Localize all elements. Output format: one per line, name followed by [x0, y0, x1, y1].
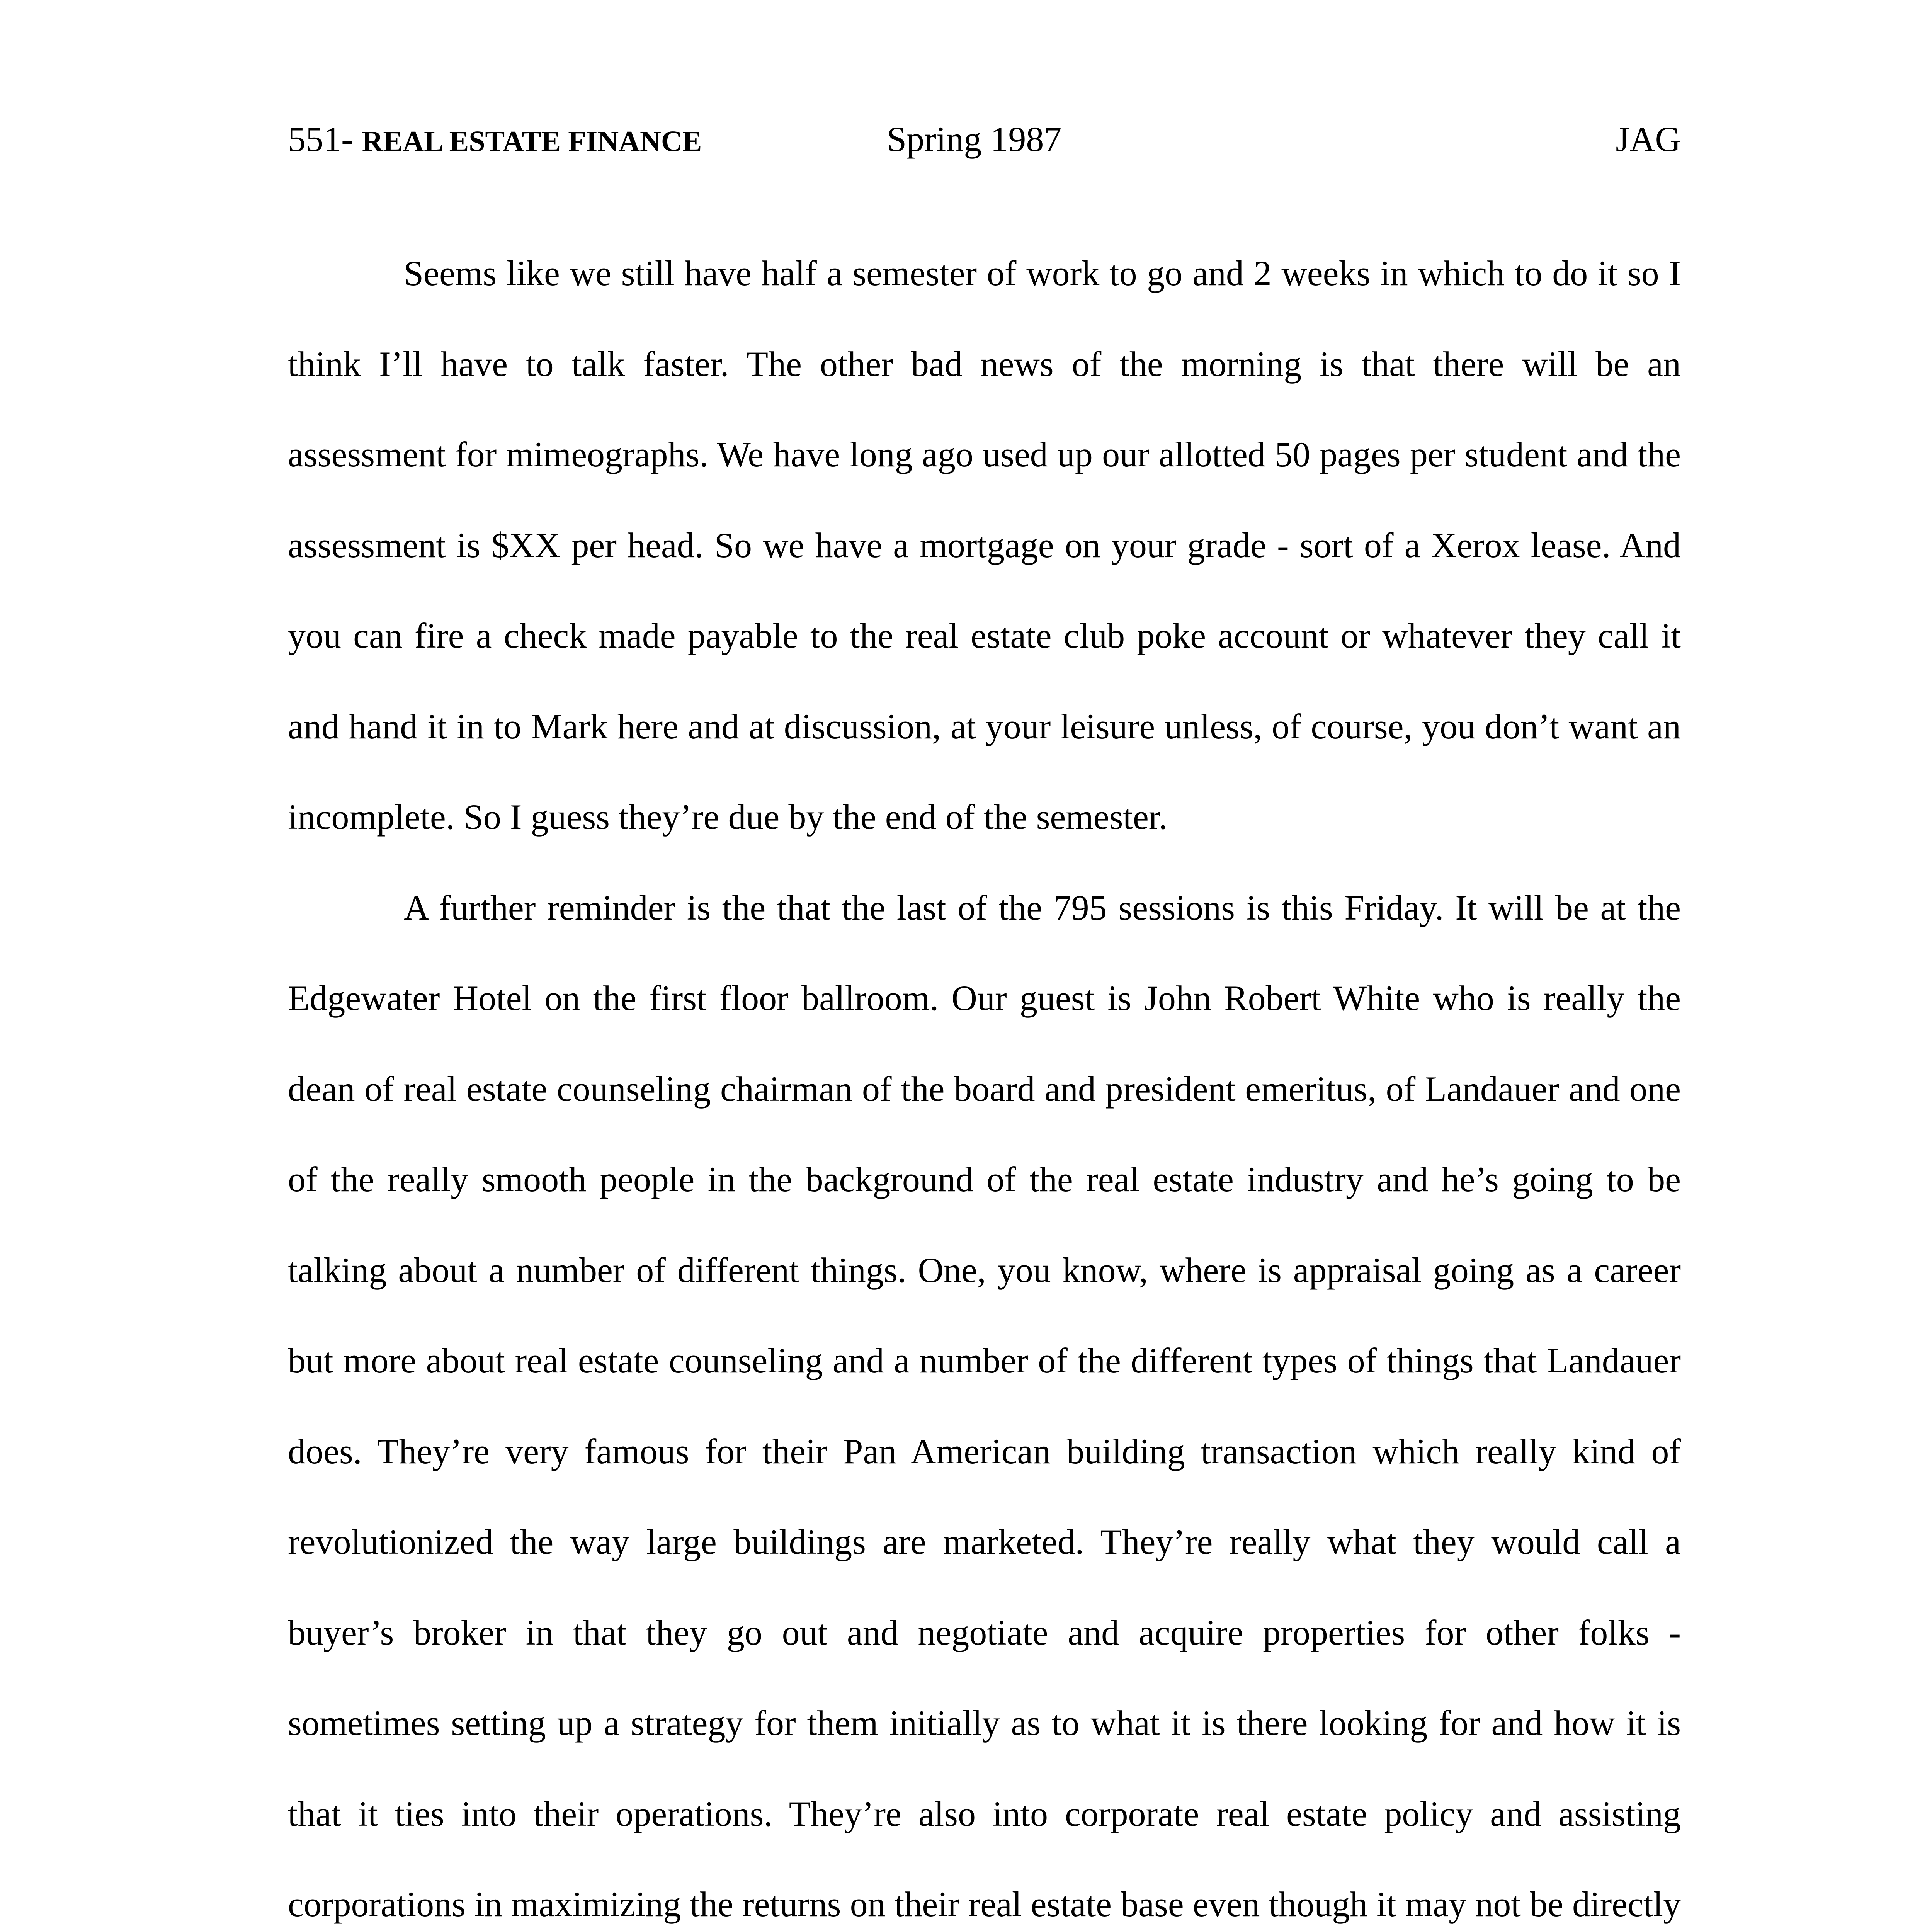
course-title: REAL ESTATE FINANCE: [362, 125, 702, 158]
term-label: Spring 1987: [887, 119, 1062, 159]
course-code: 551-: [288, 119, 362, 159]
author-initials: JAG: [1616, 119, 1681, 159]
paragraph-2: A further reminder is the that the last of the 795 sessions is this Friday. It will be at the Edgewater Hotel on the first floor ballroom. Our guest is John Robert White who is really the dean of real estate counseling chairman of the board and president emeritus, of Landauer and one of the really smooth people in the background of the real estate industry and he’s going to be talking about a number of different things. One, you know, where is appraisal going as a career but more about real estate counseling and a number of the different types of things that Landauer does. They’re very famous for their Pan American building transaction which really kind of revolutionized the way large buildings are marketed. They’re really what they would call a buyer’s broker in that they go out and negotiate and acquire properties for other folks - sometimes setting up a strategy for them initially as to what it is there looking for and how it is that it ties into their operations. They’re also into corporate real estate policy and assisting corporations in maximizing the returns on their real estate base even though it may not be directly: [288, 888, 1681, 1924]
transcript-body: [288, 228, 1681, 1932]
paragraph-1: Seems like we still have half a semester of work to go and 2 weeks in which to do it so I think I’ll have to talk faster. The other bad news of the morning is that there will be an assessment for mimeographs. We have long ago used up our allotted 50 pages per student and the assessment is $XX per head. So we have a mortgage on your grade - sort of a Xerox lease. And you can fire a check made payable to the real estate club poke account or whatever they call it and hand it in to Mark here and at discussion, at your leisure unless, of course, you don’t want an incomplete. So I guess they’re due by the end of the semester.: [288, 253, 1681, 837]
page-header: [288, 116, 1681, 162]
course-heading: [288, 116, 702, 165]
